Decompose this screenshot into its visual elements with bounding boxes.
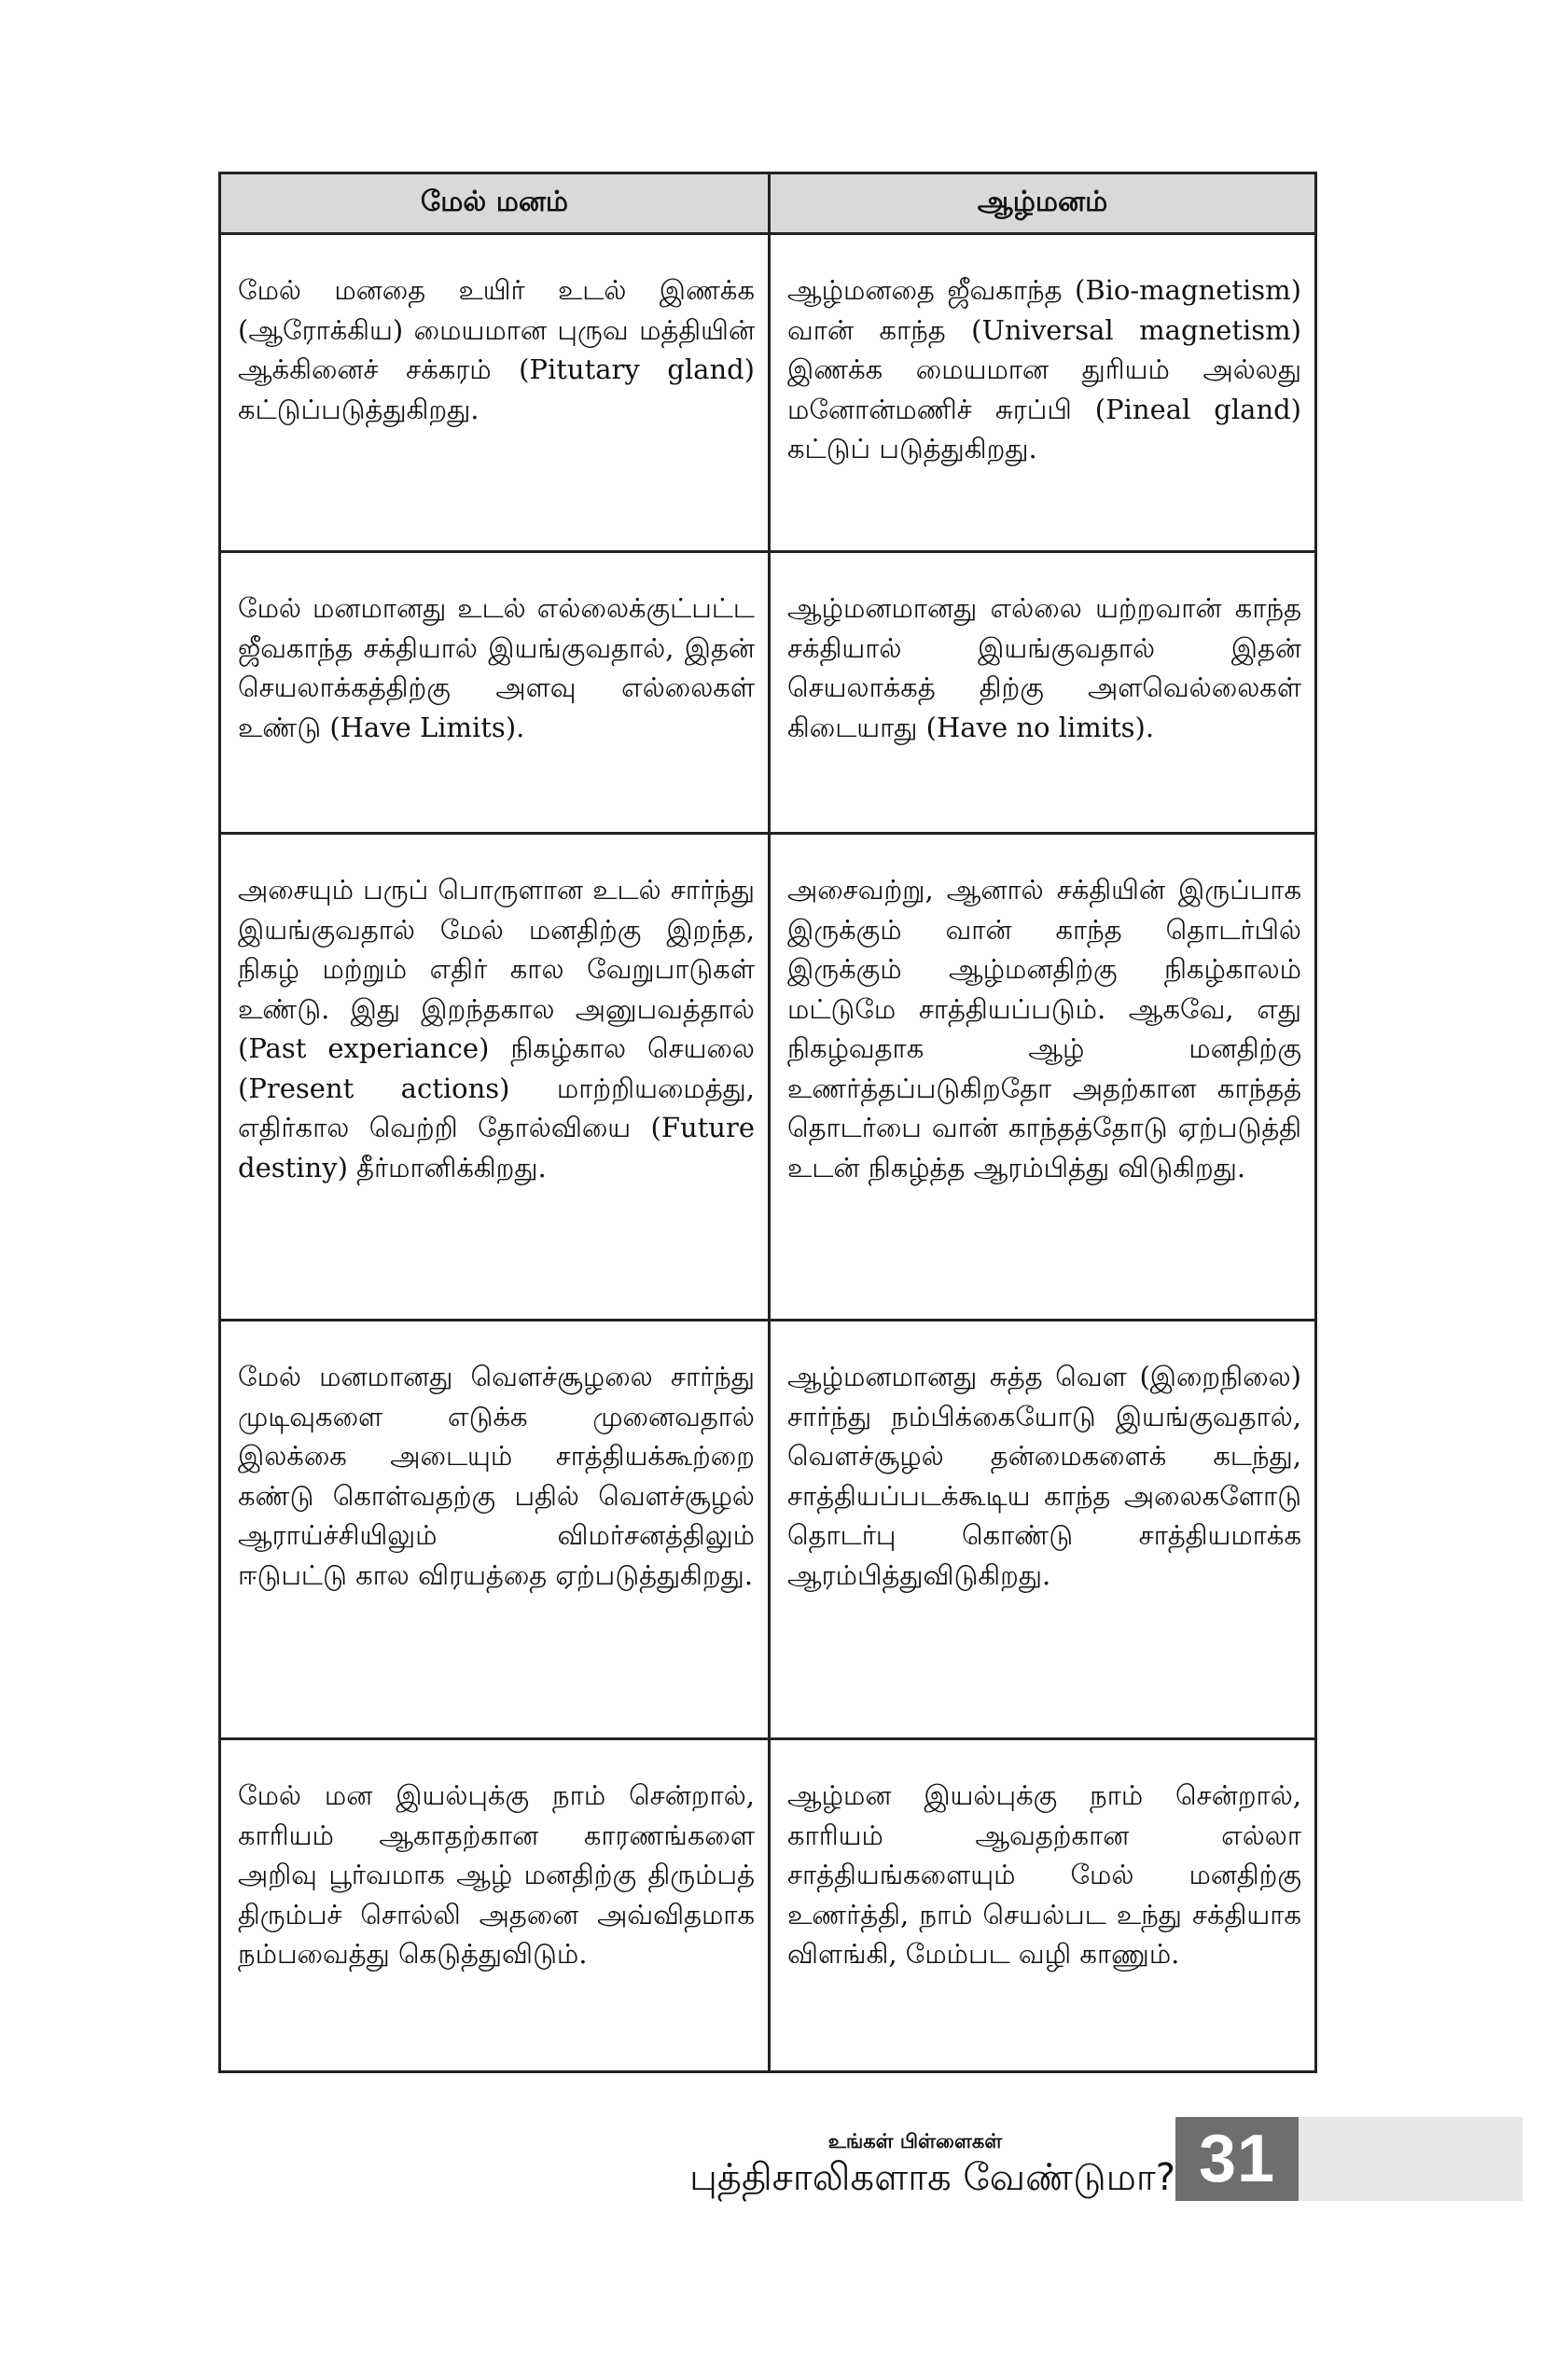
book-title-small: உங்கள் பிள்ளைகள் [827,2130,1003,2152]
cell-conscious: மேல் மனதை உயிர் உடல் இணக்க (ஆரோக்கிய) மையமான புருவ மத்தியின் ஆக்கினைச் சக்கரம் (Pitutary gland) கட்டுப்படுத்துகிறது. [238,274,755,425]
cell-subconscious: ஆழ்மனமானது சுத்த வெள (இறைநிலை) சார்ந்து நம்பிக்கையோடு இயங்குவதால், வெளச்சூழல் தன்மைகளைக் கடந்து, சாத்தியப்படக்கூடிய காந்த அலைகளோடு தொடர்பு கொண்டு சாத்தியமாக்க ஆரம்பித்துவிடுகிறது. [768,1321,1314,1737]
cell-subconscious: ஆழ்மன இயல்புக்கு நாம் சென்றால், காரியம் ஆவதற்கான எல்லா சாத்தியங்களையும் மேல் மனதிற்கு உணர்த்தி, நாம் செயல்பட உந்து சக்தியாக விளங்கி, மேம்பட வழி காணும். [768,1740,1314,2070]
table-header-row [221,174,1314,235]
table-row [221,1740,1314,2070]
page-number: 31 [1175,2117,1299,2201]
cell-conscious: அசையும் பருப் பொருளான உடல் சார்ந்து இயங்குவதால் மேல் மனதிற்கு இறந்த, நிகழ் மற்றும் எதிர் கால வேறுபாடுகள் உண்டு. இது இறந்தகால அனுபவத்தால் (Past experiance) நிகழ்கால செயலை (Present actions) மாற்றியமைத்து, எதிர்கால வெற்றி தோல்வியை (Future destiny) தீர்மானிக்கிறது. [238,874,755,1183]
table-row [221,235,1314,553]
cell-conscious: மேல் மனமானது உடல் எல்லைக்குட்பட்ட ஜீவகாந்த சக்தியால் இயங்குவதால், இதன் செயலாக்கத்திற்கு அளவு எல்லைகள் உண்டு (Have Limits). [238,592,755,743]
table-row [221,553,1314,835]
table-row [221,835,1314,1321]
header-conscious-mind: மேல் மனம் [420,185,569,218]
cell-subconscious: ஆழ்மனமானது எல்லை யற்றவான் காந்த சக்தியால் இயங்குவதால் இதன் செயலாக்கத் திற்கு அளவெல்லைகள் கிடையாது (Have no limits). [768,553,1314,832]
cell-conscious: மேல் மன இயல்புக்கு நாம் சென்றால், காரியம் ஆகாதற்கான காரணங்களை அறிவு பூர்வமாக ஆழ் மனதிற்கு திரும்பத் திரும்பச் சொல்லி அதனை அவ்விதமாக நம்பவைத்து கெடுத்துவிடும். [238,1779,755,1970]
header-subconscious-mind: ஆழ்மனம் [768,174,1314,232]
table-row [221,1321,1314,1740]
cell-subconscious: ஆழ்மனதை ஜீவகாந்த (Bio-magnetism) வான் காந்த (Universal magnetism) இணக்க மையமான துரியம் அல்லது மனோன்மணிச் சுரப்பி (Pineal gland) கட்டுப் படுத்துகிறது. [768,235,1314,550]
book-title-large: புத்திசாலிகளாக வேண்டுமா? [689,2156,1175,2199]
comparison-table [218,172,1317,2073]
cell-subconscious: அசைவற்று, ஆனால் சக்தியின் இருப்பாக இருக்கும் வான் காந்த தொடர்பில் இருக்கும் ஆழ்மனதிற்கு நிகழ்காலம் மட்டுமே சாத்தியப்படும். ஆகவே, எது நிகழ்வதாக ஆழ் மனதிற்கு உணர்த்தப்படுகிறதோ அதற்கான காந்தத் தொடர்பை வான் காந்தத்தோடு ஏற்படுத்தி உடன் நிகழ்த்த ஆரம்பித்து விடுகிறது. [768,835,1314,1319]
cell-conscious: மேல் மனமானது வெளச்சூழலை சார்ந்து முடிவுகளை எடுக்க முனைவதால் இலக்கை அடையும் சாத்தியக்கூற்றை கண்டு கொள்வதற்கு பதில் வெளச்சூழல் ஆராய்ச்சியிலும் விமர்சனத்திலும் ஈடுபட்டு கால விரயத்தை ஏற்படுத்துகிறது. [238,1361,755,1591]
